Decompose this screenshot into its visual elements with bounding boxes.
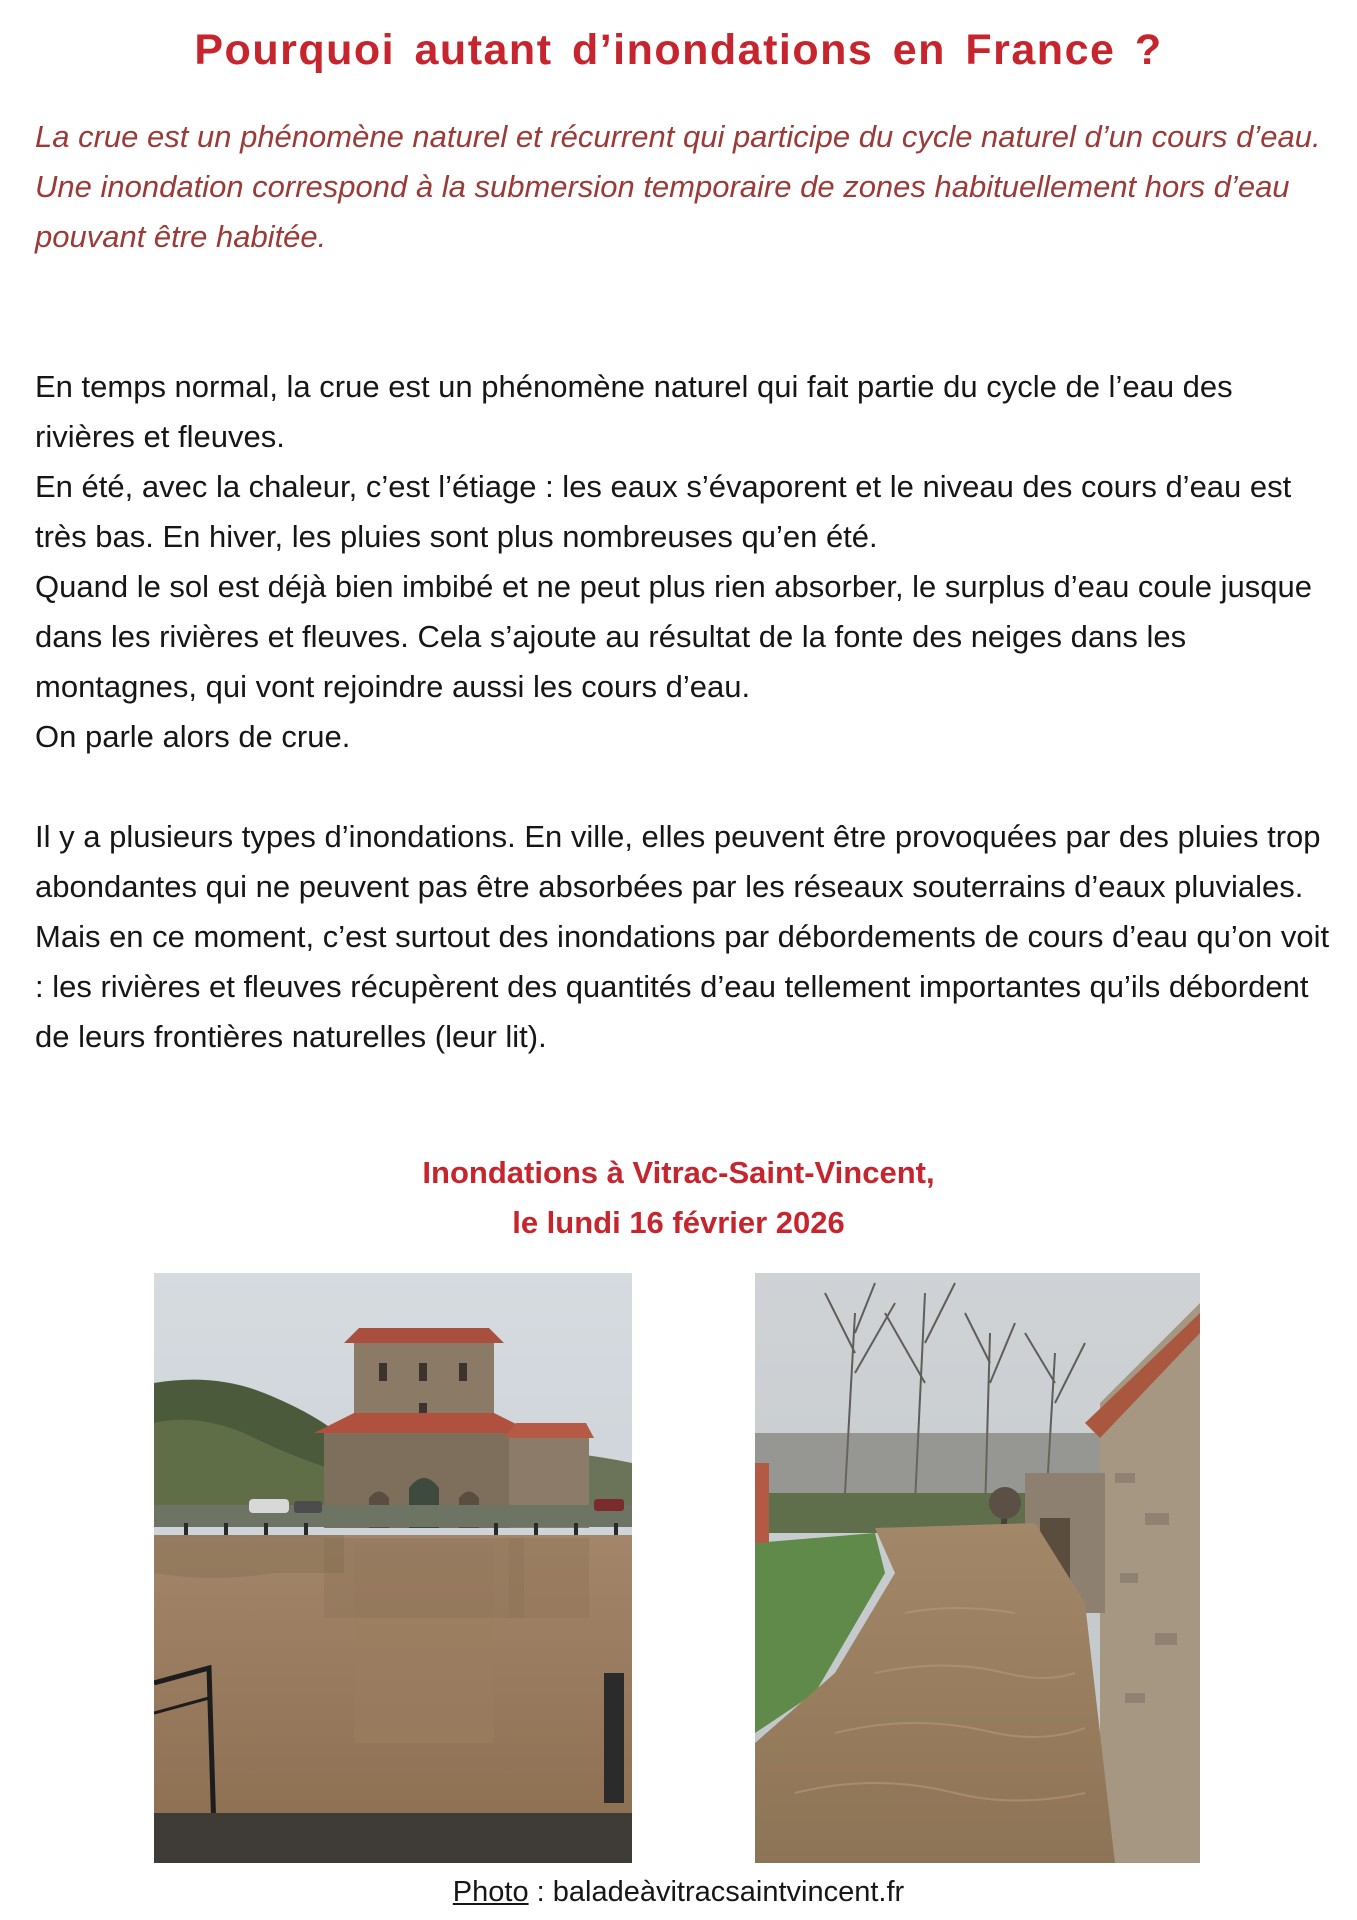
photo-credit — [0, 1872, 1357, 1912]
river-flood-illustration — [755, 1273, 1200, 1863]
photo-caption — [0, 1148, 1357, 1248]
intro-line-inondation: Une inondation correspond à la submersion temporaire de zones habituellement hors d’eau pouvant être habitée. — [35, 169, 1290, 254]
credit-label: Photo — [452, 1876, 529, 1908]
church-flood-illustration — [154, 1273, 632, 1863]
paragraph-line: En été, avec la chaleur, c’est l’étiage : les eaux s’évaporent et le niveau des cours d’eau est très bas. En hiver, les pluies sont plus nombreuses qu’en été. — [35, 469, 1292, 554]
credit-separator: : — [528, 1876, 553, 1908]
paragraph-line: En temps normal, la crue est un phénomène naturel qui fait partie du cycle de l’eau des rivières et fleuves. — [35, 369, 1233, 454]
photo-church-flood — [154, 1273, 632, 1863]
intro-line-crue: La crue est un phénomène naturel et récurrent qui participe du cycle naturel d’un cours d’eau. — [35, 119, 1321, 154]
paragraph-line: Mais en ce moment, c’est surtout des inondations par débordements de cours d’eau qu’on voit : les rivières et fleuves récupèrent des quantités d’eau tellement importantes qu’ils débordent de leurs frontières naturelles (leur lit). — [35, 919, 1330, 1054]
paragraph-line: Quand le sol est déjà bien imbibé et ne peut plus rien absorber, le surplus d’eau coule jusque dans les rivières et fleuves. Cela s’ajoute au résultat de la fonte des neiges dans les montagnes, qui vont rejoindre aussi les cours d’eau. — [35, 569, 1312, 704]
paragraph-types-inondations — [35, 812, 1335, 1062]
credit-source: baladeàvitracsaintvincent.fr — [552, 1876, 905, 1908]
paragraph-crue — [35, 362, 1335, 762]
caption-line-date: le lundi 16 février 2026 — [512, 1205, 845, 1240]
paragraph-line: On parle alors de crue. — [35, 719, 351, 754]
paragraph-line: Il y a plusieurs types d’inondations. En ville, elles peuvent être provoquées par des pluies trop abondantes qui ne peuvent pas être absorbées par les réseaux souterrains d’eaux pluviales. — [35, 819, 1321, 904]
page-title: Pourquoi autant d’inondations en France ? — [194, 26, 1163, 74]
intro-definition — [35, 112, 1335, 262]
photo-river-flood — [755, 1273, 1200, 1863]
caption-line-place: Inondations à Vitrac-Saint-Vincent, — [422, 1155, 935, 1190]
